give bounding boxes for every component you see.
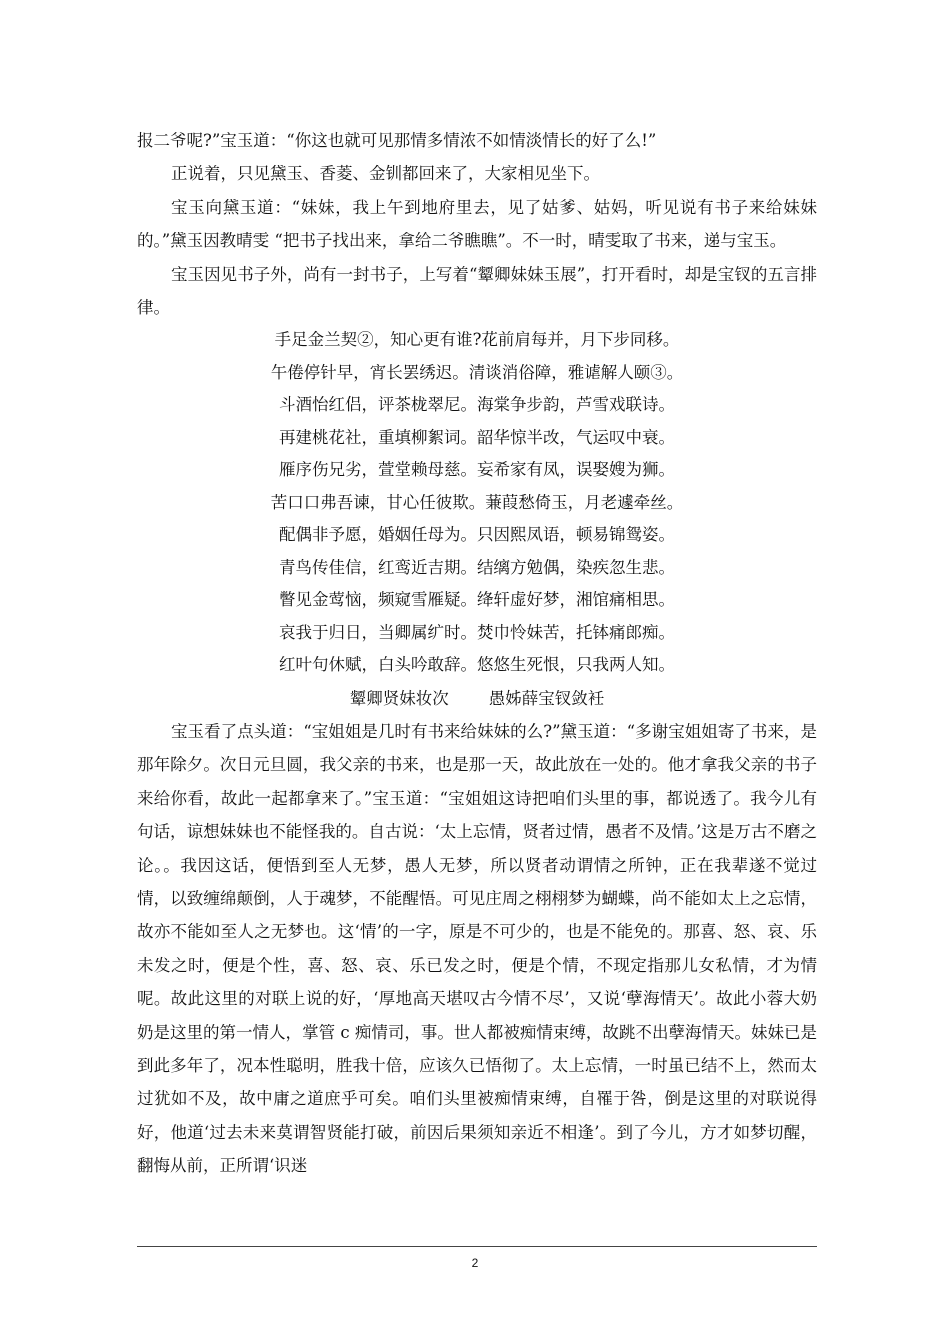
poem-line: 再建桃花社，重填柳絮词。韶华惊半改，气运叹中衰。 xyxy=(279,427,675,447)
poem-line: 哀我于归日，当卿属纩时。焚巾怜妹苦，托钵痛郎痴。 xyxy=(279,622,675,642)
poem-line: 手足金兰契②，知心更有谁?花前肩每并，月下步同移。 xyxy=(274,330,680,350)
poem-line: 午倦停针早，宵长罢绣迟。清谈消俗障，雅谑解人颐③。 xyxy=(270,362,684,382)
paragraph: 宝玉看了点头道：“宝姐姐是几时有书来给妹妹的么?”黛玉道：“多谢宝姐姐寄了书来，是那年除夕。次日元旦圆，我父亲的书来，也是那一天，故此放在一处的。他才拿我父亲的书子来给你看，故此一起都拿来了。”宝玉道：“宝姐姐这诗把咱们头里的事，都说透了。我今儿有句话，谅想妹妹也不能怪我的。自古说：‘太上忘情，贤者过情，愚者不及情。’这是万古不磨之论。。我因这话，便悟到至人无梦，愚人无梦，所以贤者动谓情之所钟，正在我辈遂不觉过情，以致缠绵颠倒，人于魂梦，不能醒悟。可见庄周之栩栩梦为蝴蝶，尚不能如太上之忘情，故亦不能如至人之无梦也。这‘情’的一字，原是不可少的，也是不能免的。那喜、怒、哀、乐未发之时，便是个性，喜、怒、哀、乐已发之时，便是个情，不现定指那儿女私情，才为情呢。故此这里的对联上说的好，‘厚地高天堪叹古今情不尽’，又说‘孽海情天’。故此小蓉大奶奶是这里的第一情人，掌管 c 痴情司，事。世人都被痴情束缚，故跳不出孽海情天。妹妹已是到此多年了，况本性聪明，胜我十倍，应该久已悟彻了。太上忘情，一时虽已结不上，然而太过犹如不及，故中庸之道庶乎可矣。咱们头里被痴情束缚，自罹于咎，倒是这里的对联说得好，他道‘过去未来莫谓智贤能打破，前因后果须知亲近不相逢’。到了今儿，方才如梦切醒，翻悔从前，正所谓‘识迷 xyxy=(137,721,817,1176)
paragraph: 宝玉因见书子外，尚有一封书子，上写着“颦卿妹妹玉展”，打开看时，却是宝钗的五言排律。 xyxy=(137,264,817,318)
poem-line: 斗酒怡红侣，评茶栊翠尼。海棠争步韵，芦雪戏联诗。 xyxy=(279,395,675,415)
page-body xyxy=(137,124,817,1183)
page-number: 2 xyxy=(471,1256,479,1270)
signature-sender: 愚姊薛宝钗敛衽 xyxy=(488,688,605,708)
paragraph: 正说着，只见黛玉、香菱、金钏都回来了，大家相见坐下。 xyxy=(171,164,600,184)
poem-line: 瞥见金莺恼，频窥雪雁疑。绛轩虚好梦，湘馆痛相思。 xyxy=(279,590,675,610)
poem-line: 红叶句休赋，白头吟敢辞。悠悠生死恨，只我两人知。 xyxy=(279,655,675,675)
poem-line: 苦口口弗吾谏，甘心任彼欺。蒹葭愁倚玉，月老遽牵丝。 xyxy=(270,492,684,512)
signature-recipient: 颦卿贤妹妆次 xyxy=(349,688,449,708)
poem-line: 雁序伤兄劣，萱堂赖母慈。妄希家有凤，误娶嫂为狮。 xyxy=(279,460,675,480)
poem-line: 青鸟传佳信，红鸾近吉期。结缡方勉偶，染疾忽生悲。 xyxy=(279,557,675,577)
poem-signature xyxy=(137,682,817,715)
paragraph: 宝玉向黛玉道：“妹妹，我上午到地府里去，见了姑爹、姑妈，听见说有书子来给妹妹的。”黛玉因教晴雯 “把书子找出来，拿给二爷瞧瞧”。不一时，晴雯取了书来，递与宝玉。 xyxy=(137,197,817,251)
paragraph-continued: 报二爷呢?”宝玉道：“你这也就可见那情多情浓不如情淡情长的好了么!” xyxy=(137,131,657,150)
poem-block xyxy=(137,324,817,682)
footer-divider xyxy=(137,1246,817,1247)
poem-line: 配偶非予愿，婚姻任母为。只因熙凤语，顿易锦鸳姿。 xyxy=(279,525,675,545)
